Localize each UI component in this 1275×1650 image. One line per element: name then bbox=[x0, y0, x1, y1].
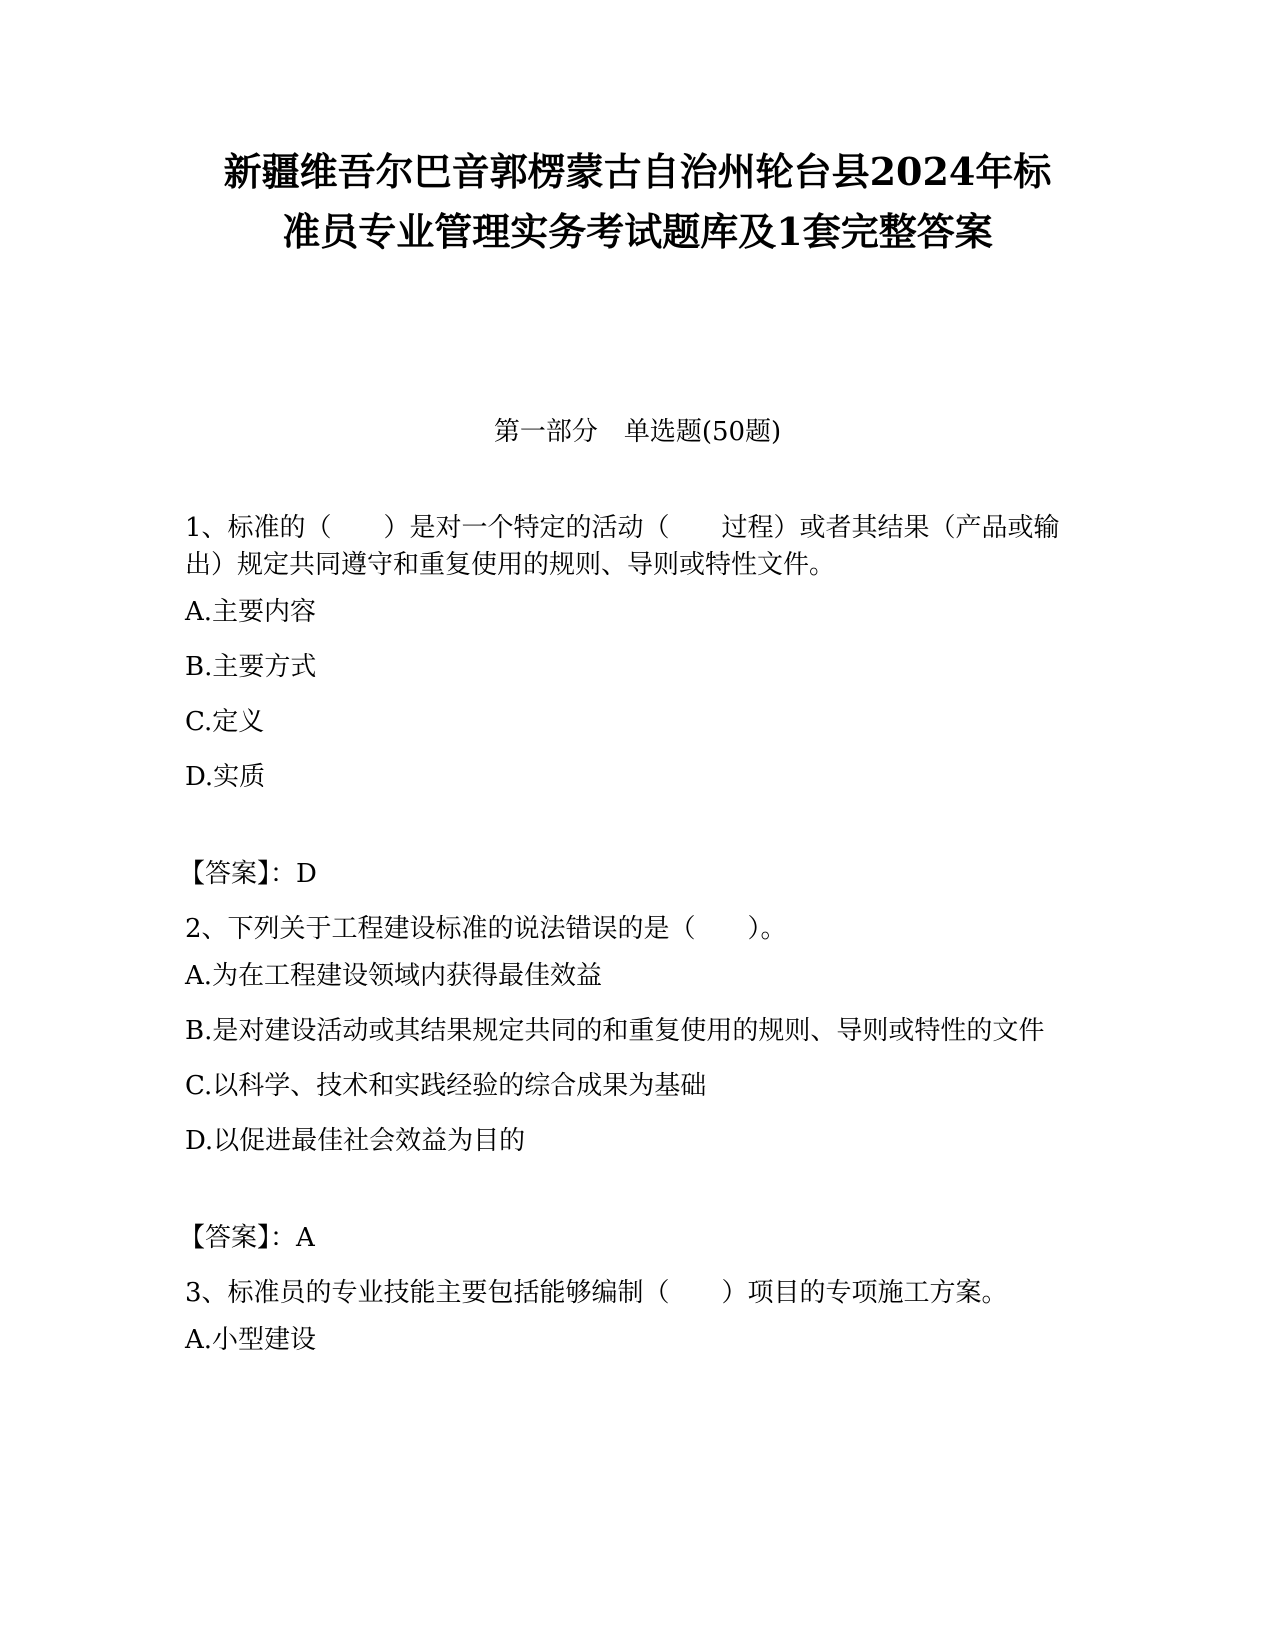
question-3 bbox=[185, 1275, 1085, 1359]
question-2-option-c: C.以科学、技术和实践经验的综合成果为基础 bbox=[185, 1071, 707, 1101]
question-2-answer: 【答案】：A bbox=[179, 1223, 315, 1253]
question-2-stem: 2、下列关于工程建设标准的说法错误的是（ ）。 bbox=[185, 914, 787, 944]
question-2 bbox=[179, 911, 1085, 1257]
question-1-option-c: C.定义 bbox=[185, 707, 265, 737]
title-line-2: 准员专业管理实务考试题库及1套完整答案 bbox=[282, 209, 993, 254]
title-line-1: 新疆维吾尔巴音郭楞蒙古自治州轮台县2024年标 bbox=[223, 149, 1052, 194]
question-2-option-a: A.为在工程建设领域内获得最佳效益 bbox=[185, 961, 603, 991]
question-1 bbox=[179, 510, 1085, 893]
section-heading: 第一部分 单选题(50题) bbox=[493, 417, 782, 447]
question-list bbox=[179, 510, 1085, 1359]
question-2-option-d: D.以促进最佳社会效益为目的 bbox=[185, 1126, 526, 1156]
question-1-option-b: B.主要方式 bbox=[185, 652, 317, 682]
question-2-option-b: B.是对建设活动或其结果规定共同的和重复使用的规则、导则或特性的文件 bbox=[185, 1016, 1045, 1046]
document-title bbox=[170, 142, 1105, 262]
question-1-stem: 1、标准的（ ）是对一个特定的活动（ 过程）或者其结果（产品或输出）规定共同遵守和重复使用的规则、导则或特性文件。 bbox=[185, 513, 1060, 580]
question-1-answer: 【答案】：D bbox=[179, 859, 317, 889]
question-3-stem: 3、标准员的专业技能主要包括能够编制（ ）项目的专项施工方案。 bbox=[185, 1278, 1008, 1308]
question-3-option-a: A.小型建设 bbox=[185, 1325, 317, 1355]
question-1-option-d: D.实质 bbox=[185, 762, 266, 792]
question-1-option-a: A.主要内容 bbox=[185, 597, 317, 627]
